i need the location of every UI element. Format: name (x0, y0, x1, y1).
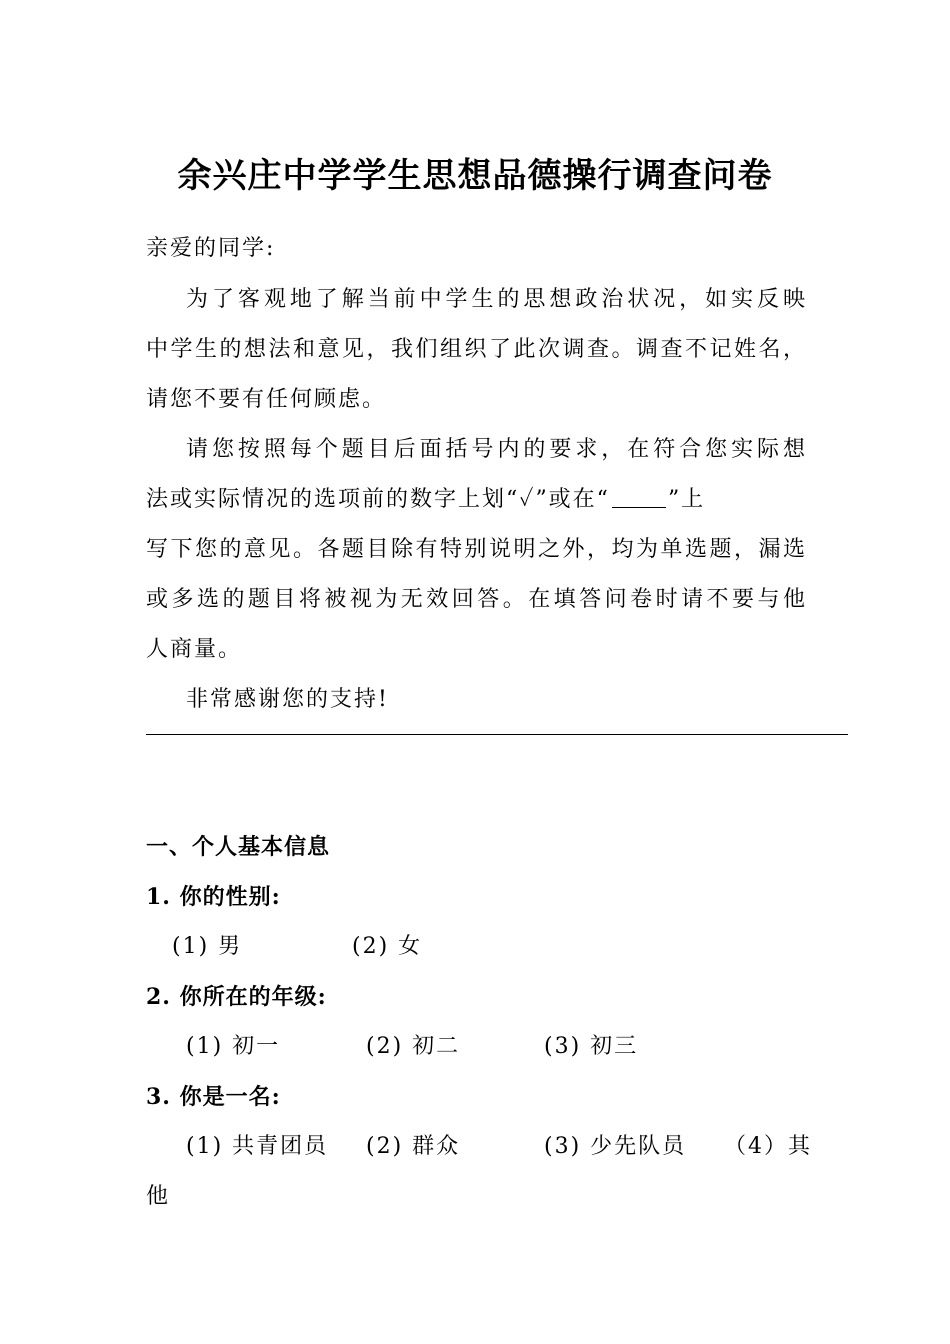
question-2-label: 2. 你所在的年级: (146, 984, 327, 1010)
page-title: 余兴庄中学学生思想品德操行调查问卷 (177, 156, 773, 196)
q2-option-grade2[interactable]: (2) 初二 (366, 1034, 461, 1059)
q3-option-other-wrap: 他 (146, 1184, 171, 1209)
intro-p1-line2: 中学生的想法和意见，我们组织了此次调查。调查不记姓名， (146, 337, 806, 362)
intro-p2-line2 (146, 483, 806, 517)
answer-blank-example (612, 485, 666, 508)
intro-p2-line5: 人商量。 (146, 637, 243, 662)
intro-p2-line3: 写下您的意见。各题目除有特别说明之外，均为单选题，漏选 (146, 537, 806, 562)
intro-p1-line3: 请您不要有任何顾虑。 (146, 387, 387, 412)
intro-p2-line4: 或多选的题目将被视为无效回答。在填答问卷时请不要与他 (146, 587, 806, 612)
question-3-label: 3. 你是一名: (146, 1084, 281, 1110)
greeting: 亲爱的同学: (146, 236, 276, 261)
intro-p2-line2-text-a: 法或实际情况的选项前的数字上划“✓”或在“ (146, 487, 610, 512)
q2-option-grade3[interactable]: (3) 初三 (544, 1034, 639, 1059)
intro-p2-line1: 请您按照每个题目后面括号内的要求，在符合您实际想 (186, 437, 806, 462)
section1-heading: 一、个人基本信息 (146, 834, 331, 860)
thanks-text: 非常感谢您的支持! (186, 687, 389, 712)
q1-option-female[interactable]: (2) 女 (352, 934, 423, 959)
q2-option-grade1[interactable]: (1) 初一 (186, 1034, 281, 1059)
q3-option-masses[interactable]: (2) 群众 (366, 1134, 461, 1159)
q3-option-other[interactable]: （4）其 (724, 1134, 812, 1159)
q3-option-league-member[interactable]: (1) 共青团员 (186, 1134, 329, 1159)
section-divider (146, 734, 848, 735)
intro-p2-line2-text-b: ”上 (667, 487, 706, 512)
question-1-label: 1. 你的性别: (146, 884, 281, 910)
q3-option-young-pioneer[interactable]: (3) 少先队员 (544, 1134, 687, 1159)
intro-p1-line1: 为了客观地了解当前中学生的思想政治状况，如实反映 (186, 287, 806, 312)
q1-option-male[interactable]: (1) 男 (172, 934, 243, 959)
